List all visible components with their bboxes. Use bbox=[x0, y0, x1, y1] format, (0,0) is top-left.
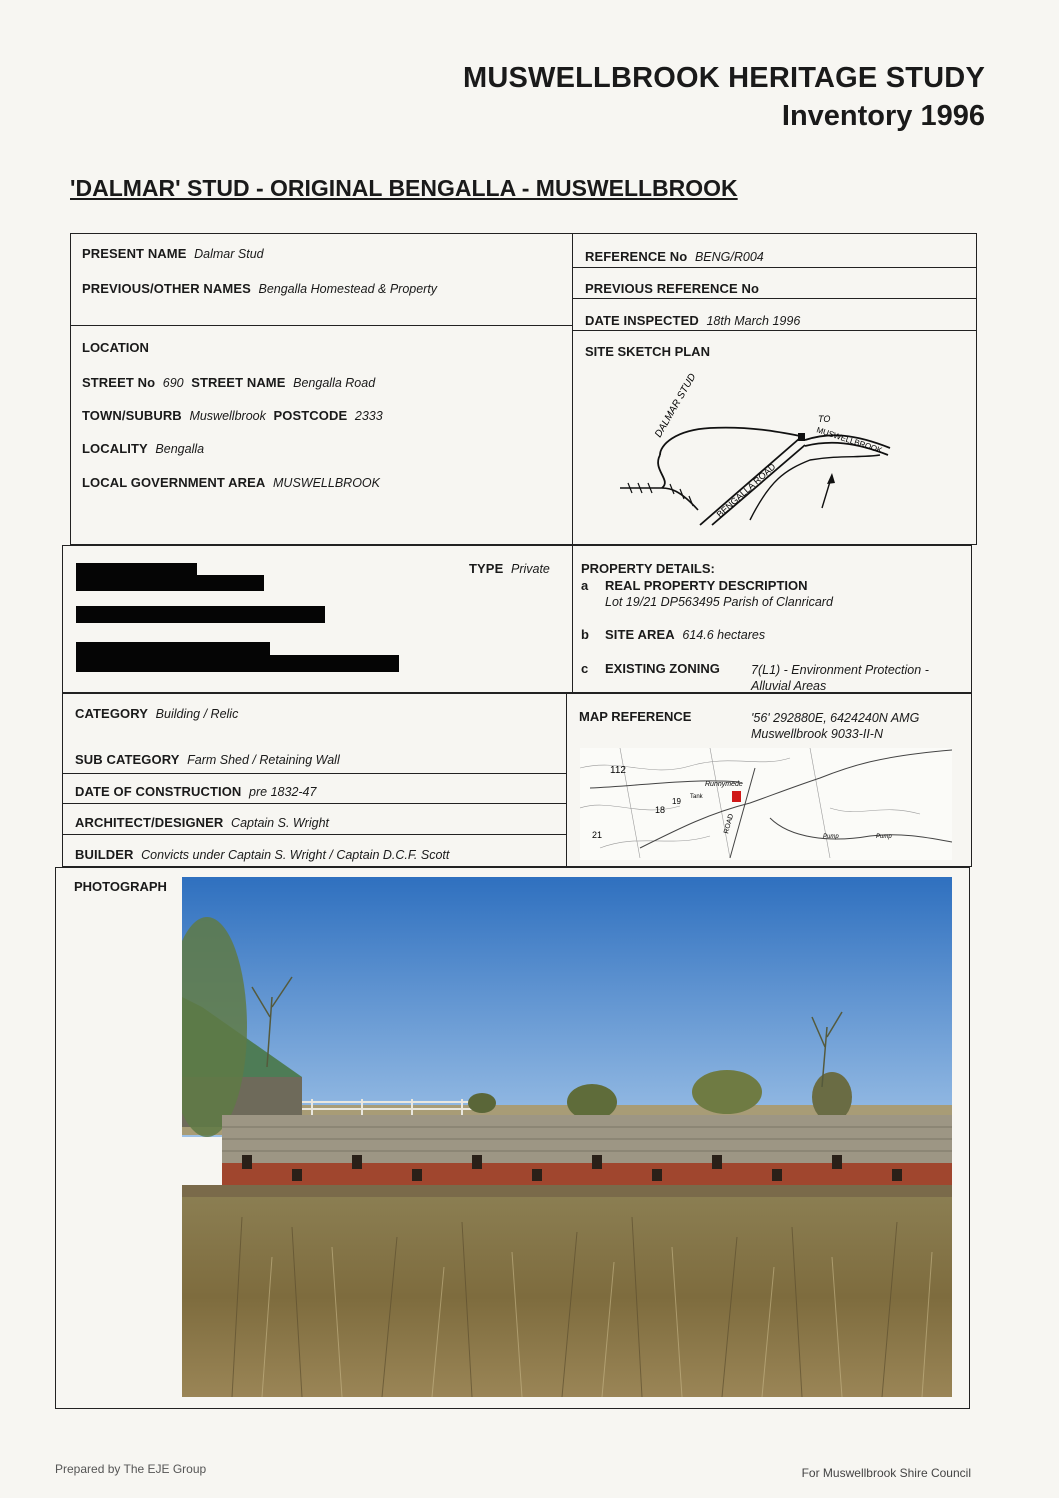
construction-date-value: pre 1832-47 bbox=[249, 785, 317, 799]
location-heading: LOCATION bbox=[82, 340, 149, 355]
map-reference-label: MAP REFERENCE bbox=[579, 709, 692, 724]
builder-label: BUILDER bbox=[75, 847, 134, 862]
photograph-label: PHOTOGRAPH bbox=[74, 879, 167, 894]
previous-names-field bbox=[82, 281, 437, 296]
present-name-label: PRESENT NAME bbox=[82, 246, 187, 261]
reference-label: REFERENCE No bbox=[585, 249, 688, 264]
map-reference-line1: '56' 292880E, 6424240N AMG bbox=[751, 711, 920, 725]
photograph-image bbox=[182, 877, 952, 1397]
property-b-letter: b bbox=[581, 627, 589, 642]
category-value: Building / Relic bbox=[155, 707, 239, 721]
subcategory-value: Farm Shed / Retaining Wall bbox=[187, 753, 340, 767]
existing-zoning-label: EXISTING ZONING bbox=[605, 661, 720, 676]
street-no-label: STREET No bbox=[82, 375, 156, 390]
divider bbox=[572, 233, 573, 545]
sketch-dest-text: MUSWELLBROOK bbox=[815, 425, 884, 456]
redaction-bar bbox=[76, 606, 325, 623]
date-inspected-field bbox=[585, 313, 800, 328]
footer-council: For Muswellbrook Shire Council bbox=[801, 1466, 971, 1480]
lga-field bbox=[82, 475, 380, 490]
redaction-bar bbox=[76, 655, 399, 672]
divider bbox=[566, 693, 567, 867]
divider bbox=[572, 330, 977, 331]
postcode-value: 2333 bbox=[354, 409, 383, 423]
category-field bbox=[75, 706, 238, 721]
map-label-112: 112 bbox=[610, 765, 626, 776]
builder-field bbox=[75, 847, 449, 862]
street-name-label: STREET NAME bbox=[191, 375, 286, 390]
divider bbox=[70, 325, 573, 326]
property-a-letter: a bbox=[581, 578, 589, 593]
street-name-value: Bengalla Road bbox=[293, 376, 376, 390]
construction-date-field bbox=[75, 784, 316, 799]
site-sketch bbox=[600, 360, 900, 530]
owner-type-value: Private bbox=[510, 562, 550, 576]
real-property-value: Lot 19/21 DP563495 Parish of Clanricard bbox=[605, 595, 833, 609]
postcode-label: POSTCODE bbox=[273, 408, 348, 423]
subcategory-field bbox=[75, 752, 340, 767]
owner-type-field bbox=[469, 561, 550, 576]
subcategory-label: SUB CATEGORY bbox=[75, 752, 180, 767]
site-area-field bbox=[605, 627, 765, 642]
study-title: MUSWELLBROOK HERITAGE STUDY bbox=[462, 62, 985, 94]
previous-reference-label: PREVIOUS REFERENCE No bbox=[585, 281, 760, 296]
sketch-road-text: BENGALLA ROAD bbox=[714, 461, 778, 520]
study-subtitle: Inventory 1996 bbox=[781, 100, 985, 132]
street-no-value: 690 bbox=[162, 376, 184, 390]
lga-label: LOCAL GOVERNMENT AREA bbox=[82, 475, 266, 490]
sketch-to-text: TO bbox=[818, 414, 831, 424]
reference-field bbox=[585, 249, 764, 264]
lga-value: MUSWELLBROOK bbox=[273, 476, 380, 490]
previous-names-value: Bengalla Homestead & Property bbox=[258, 282, 438, 296]
map-label-tank: Tank bbox=[690, 794, 703, 800]
divider bbox=[62, 803, 567, 804]
zoning-value-line1: 7(L1) - Environment Protection - bbox=[751, 663, 929, 677]
town-label: TOWN/SUBURB bbox=[82, 408, 182, 423]
map-label-pump-2: Pump bbox=[876, 834, 892, 840]
zoning-value-line2: Alluvial Areas bbox=[751, 679, 827, 693]
site-area-label: SITE AREA bbox=[605, 627, 675, 642]
present-name-value: Dalmar Stud bbox=[194, 247, 264, 261]
divider bbox=[62, 834, 567, 835]
date-inspected-label: DATE INSPECTED bbox=[585, 313, 699, 328]
map-label-pump-1: Pump bbox=[823, 834, 839, 840]
sketch-stud-text: DALMAR STUD bbox=[653, 371, 699, 440]
divider bbox=[572, 545, 573, 693]
architect-field bbox=[75, 815, 329, 830]
map-reference-line2: Muswellbrook 9033-II-N bbox=[751, 727, 883, 741]
previous-reference-field bbox=[585, 281, 763, 296]
town-value: Muswellbrook bbox=[189, 409, 266, 423]
site-photograph bbox=[182, 877, 952, 1397]
property-c-letter: c bbox=[581, 661, 589, 676]
architect-label: ARCHITECT/DESIGNER bbox=[75, 815, 224, 830]
date-inspected-value: 18th March 1996 bbox=[706, 314, 801, 328]
construction-date-label: DATE OF CONSTRUCTION bbox=[75, 784, 242, 799]
site-sketch-label: SITE SKETCH PLAN bbox=[585, 344, 710, 359]
divider bbox=[572, 267, 977, 268]
locality-field bbox=[82, 441, 204, 456]
map-label-runnymede: Runnymede bbox=[705, 781, 743, 788]
street-field bbox=[82, 375, 375, 390]
real-property-label: REAL PROPERTY DESCRIPTION bbox=[605, 578, 808, 593]
builder-value: Convicts under Captain S. Wright / Captain D.C.F. Scott bbox=[141, 848, 450, 862]
divider bbox=[572, 298, 977, 299]
place-title: 'DALMAR' STUD - ORIGINAL BENGALLA - MUSWELLBROOK bbox=[70, 175, 738, 201]
category-label: CATEGORY bbox=[75, 706, 149, 721]
architect-value: Captain S. Wright bbox=[231, 816, 330, 830]
reference-value: BENG/R004 bbox=[694, 250, 764, 264]
map-label-road: ROAD bbox=[723, 813, 736, 835]
topographic-map bbox=[580, 748, 952, 860]
town-field bbox=[82, 408, 383, 423]
property-details-heading: PROPERTY DETAILS: bbox=[581, 561, 715, 576]
present-name-field bbox=[82, 246, 264, 261]
owner-type-label: TYPE bbox=[469, 561, 504, 576]
redaction-bar bbox=[76, 575, 264, 591]
map-label-21: 21 bbox=[592, 830, 603, 840]
locality-label: LOCALITY bbox=[82, 441, 148, 456]
site-area-value: 614.6 hectares bbox=[682, 628, 766, 642]
footer-prepared-by: Prepared by The EJE Group bbox=[55, 1462, 207, 1476]
locality-value: Bengalla bbox=[155, 442, 205, 456]
map-label-18: 18 bbox=[655, 805, 666, 815]
map-label-19: 19 bbox=[672, 797, 681, 806]
divider bbox=[62, 773, 567, 774]
previous-names-label: PREVIOUS/OTHER NAMES bbox=[82, 281, 251, 296]
